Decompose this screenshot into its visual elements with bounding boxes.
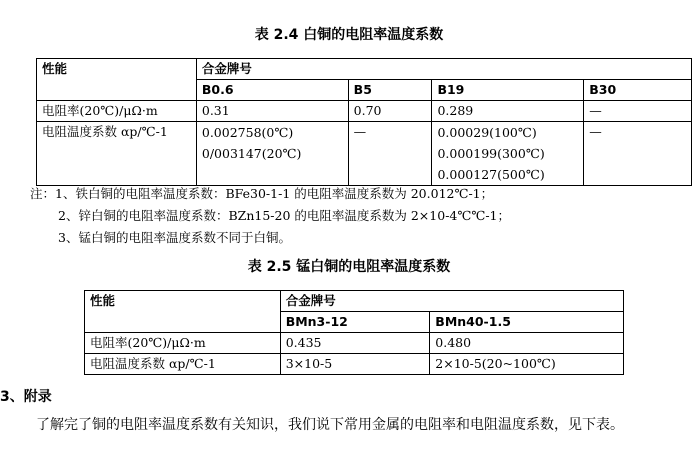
header-alloy-grade: 合金牌号 [196,59,691,80]
cell-line: 0/003147(20℃) [201,146,302,161]
table-2-5 [84,290,624,375]
row-label-resistivity: 电阻率(20℃)/μΩ·m [85,333,281,354]
cell-line: 0.000199(300℃) [437,146,545,161]
cell-line: 0.000127(500℃) [437,167,545,182]
cell-value: — [584,122,692,186]
cell-value: — [348,122,432,186]
cell-line: 0.002758(0℃) [201,125,294,140]
grade-b5: B5 [348,80,432,101]
table-row [85,354,624,375]
cell-value: 0.289 [432,101,584,122]
table-row [37,101,692,122]
note-2: 2、锌白铜的电阻率温度系数：BZn15-20 的电阻率温度系数为 2×10-4℃℃-1； [58,208,511,223]
cell-value: 0.31 [196,101,348,122]
cell-value [432,122,584,186]
row-label-temp-coefficient: 电阻温度系数 αp/℃-1 [37,122,197,186]
table-header-row [37,59,692,80]
grade-b19: B19 [432,80,584,101]
grade-b06: B0.6 [196,80,348,101]
grade-bmn40-1-5: BMn40-1.5 [430,312,624,333]
table-row [85,333,624,354]
cell-value: 0.70 [348,101,432,122]
cell-value: 3×10-5 [280,354,430,375]
cell-value: 0.480 [430,333,624,354]
cell-value: — [584,101,692,122]
body-paragraph: 了解完了铜的电阻率温度系数有关知识，我们说下常用金属的电阻率和电阻温度系数，见下表。 [36,417,624,433]
cell-value [196,122,348,186]
table-header-row [85,291,624,312]
table-2-4 [36,58,692,186]
table-2-5-caption: 表 2.5 锰白铜的电阻率温度系数 [247,259,451,275]
note-1: 注：1、铁白铜的电阻率温度系数：BFe30-1-1 的电阻率温度系数为 20.012℃-1； [30,186,494,201]
header-property: 性能 [85,291,281,333]
grade-bmn3-12: BMn3-12 [280,312,430,333]
row-label-resistivity: 电阻率(20℃)/μΩ·m [37,101,197,122]
header-alloy-grade: 合金牌号 [280,291,623,312]
table-2-4-caption: 表 2.4 白铜的电阻率温度系数 [254,27,444,43]
cell-value: 2×10-5(20~100℃) [430,354,624,375]
section-heading: 3、附录 [0,389,52,405]
note-3: 3、锰白铜的电阻率温度系数不同于白铜。 [58,230,291,245]
header-property: 性能 [37,59,197,101]
row-label-temp-coefficient: 电阻温度系数 αp/℃-1 [85,354,281,375]
grade-b30: B30 [584,80,692,101]
cell-value: 0.435 [280,333,430,354]
table-row [37,122,692,186]
cell-line: 0.00029(100℃) [437,125,537,140]
